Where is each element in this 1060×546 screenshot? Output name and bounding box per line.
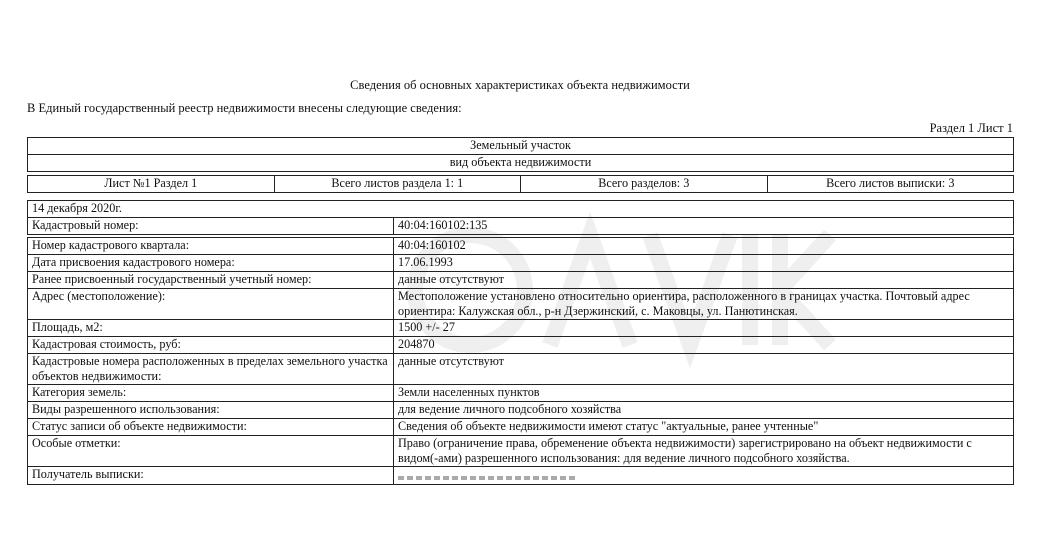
characteristic-row — [28, 354, 1014, 385]
characteristic-label: Статус записи об объекте недвижимости: — [28, 419, 394, 436]
recipient-label: Получатель выписки: — [28, 467, 394, 485]
characteristic-value: 40:04:160102 — [394, 238, 1014, 255]
total-sheets-section: Всего листов раздела 1: 1 — [274, 176, 521, 193]
characteristic-label: Площадь, м2: — [28, 320, 394, 337]
characteristic-row — [28, 385, 1014, 402]
characteristic-row — [28, 272, 1014, 289]
characteristic-label: Категория земель: — [28, 385, 394, 402]
characteristic-row — [28, 255, 1014, 272]
sheet-info-table — [27, 175, 1014, 193]
section-reference: Раздел 1 Лист 1 — [929, 121, 1013, 135]
recipient-value — [394, 467, 1014, 485]
document-heading: Сведения об основных характеристиках объекта недвижимости — [350, 78, 690, 92]
cadastral-number-label: Кадастровый номер: — [28, 218, 394, 235]
sheet-number: Лист №1 Раздел 1 — [28, 176, 275, 193]
characteristic-value: Право (ограничение права, обременение объекта недвижимости) зарегистрировано на объект недвижимости с видом(-ами) разрешенного использования: для ведение личного подсобного хозяйства. — [394, 436, 1014, 467]
characteristic-value: для ведение личного подсобного хозяйства — [394, 402, 1014, 419]
characteristic-row — [28, 289, 1014, 320]
characteristics-table — [27, 200, 1014, 485]
characteristic-label: Кадастровая стоимость, руб: — [28, 337, 394, 354]
characteristic-row — [28, 337, 1014, 354]
characteristic-label: Номер кадастрового квартала: — [28, 238, 394, 255]
characteristics-rows — [28, 238, 1014, 467]
characteristic-row — [28, 238, 1014, 255]
extract-date: 14 декабря 2020г. — [28, 201, 1014, 218]
characteristic-value: 17.06.1993 — [394, 255, 1014, 272]
characteristic-label: Адрес (местоположение): — [28, 289, 394, 320]
characteristic-label: Особые отметки: — [28, 436, 394, 467]
total-sheets-extract: Всего листов выписки: 3 — [767, 176, 1014, 193]
object-type: Земельный участок — [28, 138, 1014, 155]
characteristic-label: Ранее присвоенный государственный учетный номер: — [28, 272, 394, 289]
characteristic-value: 1500 +/- 27 — [394, 320, 1014, 337]
object-type-caption: вид объекта недвижимости — [28, 155, 1014, 172]
characteristic-label: Виды разрешенного использования: — [28, 402, 394, 419]
total-sections: Всего разделов: 3 — [521, 176, 768, 193]
characteristic-value: Местоположение установлено относительно ориентира, расположенного в границах участка. Почтовый адрес ориентира: Калужская обл., р-н Дзержинский, с. Маковцы, ул. Панютинская. — [394, 289, 1014, 320]
characteristic-value: данные отсутствуют — [394, 272, 1014, 289]
characteristic-value: 204870 — [394, 337, 1014, 354]
characteristic-value: Сведения об объекте недвижимости имеют статус "актуальные, ранее учтенные" — [394, 419, 1014, 436]
characteristic-label: Кадастровые номера расположенных в пределах земельного участка объектов недвижимости: — [28, 354, 394, 385]
characteristic-row — [28, 436, 1014, 467]
characteristic-row — [28, 402, 1014, 419]
characteristic-value: Земли населенных пунктов — [394, 385, 1014, 402]
object-type-table — [27, 137, 1014, 172]
redacted-recipient — [398, 476, 578, 480]
characteristic-row — [28, 419, 1014, 436]
characteristic-value: данные отсутствуют — [394, 354, 1014, 385]
intro-text: В Единый государственный реестр недвижимости внесены следующие сведения: — [27, 101, 462, 115]
characteristic-label: Дата присвоения кадастрового номера: — [28, 255, 394, 272]
cadastral-number-value: 40:04:160102:135 — [394, 218, 1014, 235]
characteristic-row — [28, 320, 1014, 337]
